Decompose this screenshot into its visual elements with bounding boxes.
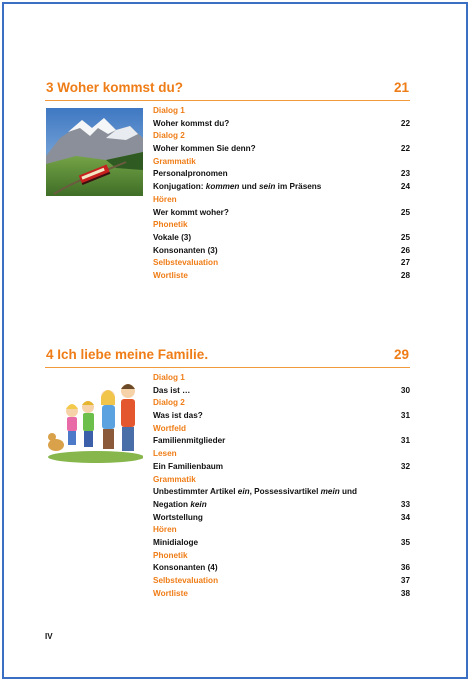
toc-entry-label: Woher kommst du? xyxy=(153,118,230,128)
toc-page-number: 35 xyxy=(400,537,410,547)
toc-entry xyxy=(153,410,410,423)
toc-entry-label: Dialog 2 xyxy=(153,131,185,141)
toc-entry-label: Wortfeld xyxy=(153,423,187,433)
toc-entry-label: Woher kommen Sie denn? xyxy=(153,144,256,154)
toc-section-heading xyxy=(153,474,410,487)
toc-section-heading xyxy=(153,219,410,232)
chapter-4 xyxy=(45,345,410,598)
toc-entry xyxy=(153,245,410,258)
toc-entry-label: Selbstevaluation xyxy=(153,576,219,585)
toc-entry-emphasis: mein xyxy=(320,487,340,497)
toc-entry-label: Dialog 1 xyxy=(153,373,185,382)
chapter-title: 3 Woher kommst du? xyxy=(46,80,184,95)
toc-section-heading xyxy=(153,524,410,537)
toc-page-number: 31 xyxy=(400,436,410,446)
chapter-title: 4 Ich liebe meine Familie. xyxy=(46,347,209,362)
toc-section-heading xyxy=(153,105,410,118)
toc-section-heading xyxy=(153,448,410,461)
toc-entry-label: Ein Familienbaum xyxy=(153,461,224,471)
toc-entry-label: Konjugation: xyxy=(153,182,206,192)
toc-page-number: 24 xyxy=(400,182,410,192)
family-illustration-icon xyxy=(46,375,143,463)
page-number-footer: IV xyxy=(45,632,53,641)
toc-entry-label: Grammatik xyxy=(153,156,196,166)
toc-entry-label: Wortstellung xyxy=(153,512,203,522)
toc-entry-label: Hören xyxy=(153,525,177,535)
toc-entry-label: im Präsens xyxy=(275,182,322,192)
toc-entry-label: und xyxy=(339,487,358,497)
toc-entry-label: Hören xyxy=(153,194,177,204)
chapter-page-number: 21 xyxy=(393,80,409,95)
toc-section-heading xyxy=(153,588,410,601)
toc-page-number: 22 xyxy=(400,144,410,154)
toc-entry-label: Familienmitglieder xyxy=(153,436,226,446)
toc-entry xyxy=(153,461,410,474)
toc-entry-label: Wer kommt woher? xyxy=(153,207,229,217)
toc-entry-label: Minidialoge xyxy=(153,537,199,547)
toc-entry-emphasis: kein xyxy=(190,499,207,509)
toc-section-heading xyxy=(153,575,410,588)
toc-entry-label: Grammatik xyxy=(153,474,196,484)
toc-section-heading xyxy=(153,397,410,410)
toc-page-number: 25 xyxy=(400,207,410,217)
toc-entry-label: Wortliste xyxy=(153,270,188,280)
toc-section-heading xyxy=(153,423,410,436)
toc-entry-emphasis: sein xyxy=(259,182,276,192)
toc-section-heading xyxy=(153,550,410,563)
toc-section-heading xyxy=(153,130,410,143)
toc-entry-label: Lesen xyxy=(153,449,177,459)
chapter-header xyxy=(45,78,410,101)
toc-entry-label: Das ist … xyxy=(153,385,191,395)
toc-entry-label: Negation xyxy=(153,499,191,509)
toc-entry xyxy=(153,232,410,245)
toc-entry-emphasis: kommen xyxy=(205,182,240,192)
toc-entry xyxy=(153,207,410,220)
alpine-train-photo-icon xyxy=(46,108,143,196)
toc-entry-label: Dialog 2 xyxy=(153,398,185,408)
toc-entry-label: Konsonanten (3) xyxy=(153,245,218,255)
toc-page-number: 33 xyxy=(400,499,410,509)
toc-entry-emphasis: ein xyxy=(237,487,250,497)
toc-entry-label: Was ist das? xyxy=(153,411,203,421)
toc-entry-label: Vokale (3) xyxy=(153,232,192,242)
toc-section-heading xyxy=(153,156,410,169)
toc-entry xyxy=(153,562,410,575)
toc-entry-label: , Possessivartikel xyxy=(249,487,321,497)
toc-entry-list xyxy=(153,105,410,283)
toc-entry xyxy=(153,499,410,512)
toc-entry-label: Dialog 1 xyxy=(153,106,185,115)
toc-page-number: 28 xyxy=(400,270,410,280)
toc-page-number: 34 xyxy=(400,512,410,522)
toc-entry-label: Phonetik xyxy=(153,550,188,560)
toc-page-number: 32 xyxy=(400,461,410,471)
toc-page-number: 27 xyxy=(400,258,410,268)
toc-section-heading xyxy=(153,194,410,207)
toc-page-number: 37 xyxy=(400,576,410,585)
toc-section-heading xyxy=(153,372,410,385)
chapter-3 xyxy=(45,78,410,280)
toc-section-heading xyxy=(153,257,410,270)
toc-page-number: 30 xyxy=(400,385,410,395)
toc-entry-list xyxy=(153,372,410,600)
toc-entry xyxy=(153,512,410,525)
toc-page-number: 25 xyxy=(400,232,410,242)
toc-entry-label: und xyxy=(239,182,259,192)
toc-entry xyxy=(153,537,410,550)
toc-entry xyxy=(153,143,410,156)
toc-page-number: 38 xyxy=(400,588,410,598)
toc-page-number: 26 xyxy=(400,245,410,255)
toc-entry-label: Konsonanten (4) xyxy=(153,563,218,573)
toc-entry-label: Phonetik xyxy=(153,220,188,230)
toc-entry-label: Wortliste xyxy=(153,588,188,598)
chapter-page-number: 29 xyxy=(393,347,409,362)
toc-page-number: 22 xyxy=(400,118,410,128)
toc-section-heading xyxy=(153,270,410,283)
chapter-header xyxy=(45,345,410,368)
toc-entry xyxy=(153,435,410,448)
toc-page-number: 36 xyxy=(400,563,410,573)
toc-entry xyxy=(153,168,410,181)
toc-page-number: 31 xyxy=(400,411,410,421)
toc-page-number: 23 xyxy=(400,169,410,179)
toc-entry xyxy=(153,486,410,499)
toc-entry-label: Selbstevaluation xyxy=(153,258,219,268)
toc-entry-label: Personalpronomen xyxy=(153,169,228,179)
toc-entry xyxy=(153,181,410,194)
toc-entry-label: Unbestimmter Artikel xyxy=(153,487,238,497)
toc-entry xyxy=(153,118,410,131)
toc-entry xyxy=(153,385,410,398)
